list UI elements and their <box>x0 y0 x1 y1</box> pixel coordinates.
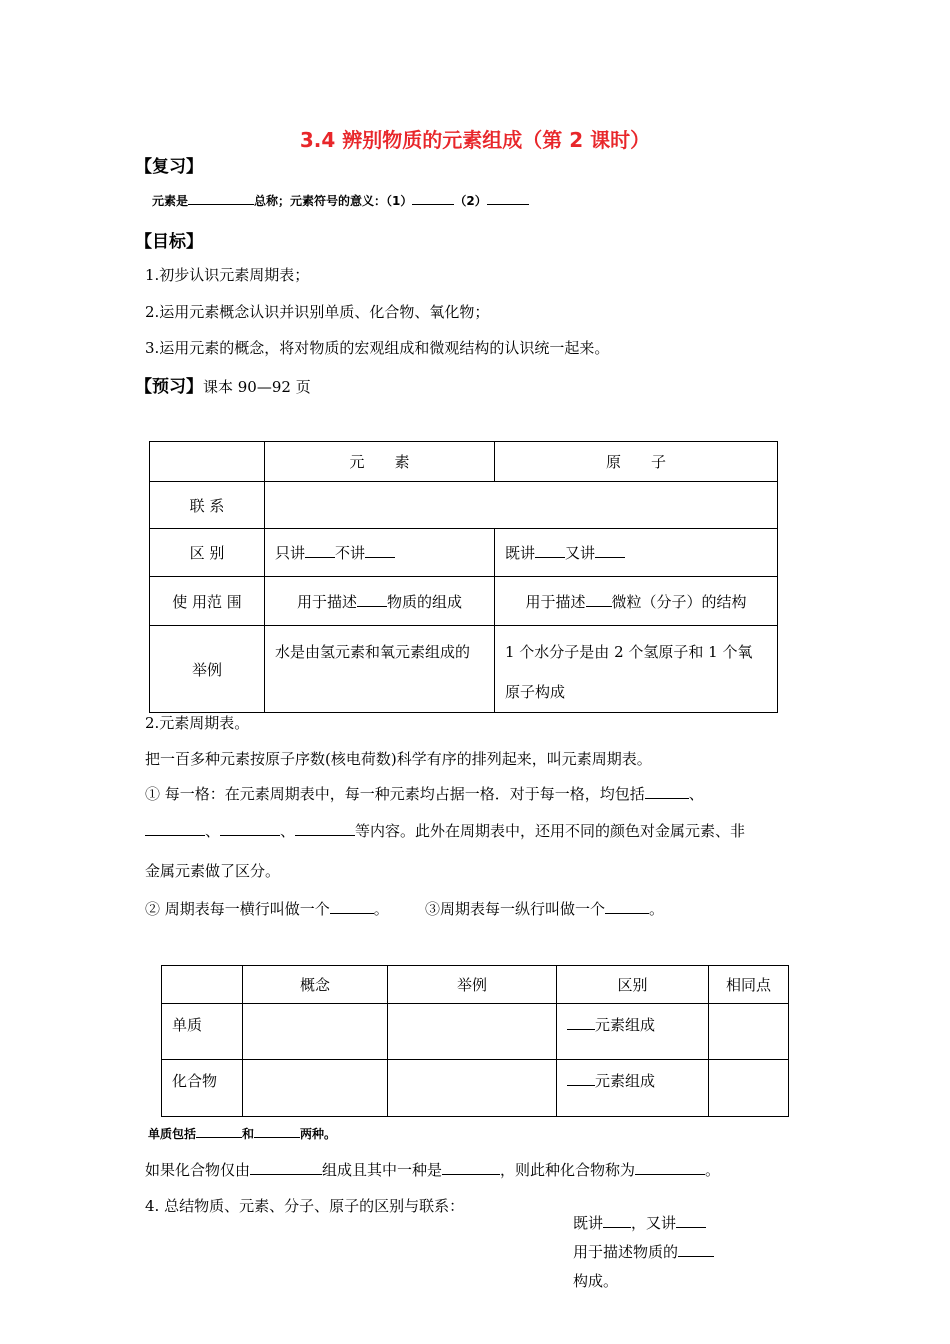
blank[interactable] <box>595 542 625 558</box>
periodic-item-1-end: 金属元素做了区分。 <box>145 862 281 880</box>
cell-text: 微粒（分子）的结构 <box>611 592 747 611</box>
contact-cell[interactable] <box>265 482 778 529</box>
text: ，则此种化合物称为 <box>500 1161 636 1179</box>
common-cell[interactable] <box>709 1060 789 1117</box>
blank[interactable] <box>145 820 205 836</box>
difference-cell <box>557 1004 709 1060</box>
cell-text: 用于描述 <box>525 592 586 611</box>
blank[interactable] <box>487 192 529 205</box>
table-header-cell: 元 素 <box>265 442 495 482</box>
blank[interactable] <box>678 1241 714 1257</box>
blank[interactable] <box>535 542 565 558</box>
blank[interactable] <box>567 1014 595 1030</box>
blank[interactable] <box>250 1159 322 1175</box>
blank[interactable] <box>330 898 374 914</box>
difference-cell <box>557 1060 709 1117</box>
review-line <box>152 192 529 209</box>
table-header-cell: 举例 <box>388 966 557 1004</box>
periodic-item-3 <box>425 898 664 919</box>
substance-table <box>161 965 789 1117</box>
element-scope-cell <box>265 577 495 626</box>
text: 单质包括 <box>148 1127 197 1141</box>
example-cell[interactable] <box>388 1060 557 1117</box>
text: 用于描述物质的 <box>573 1243 679 1261</box>
text: 。 <box>705 1161 721 1179</box>
concept-cell[interactable] <box>243 1004 388 1060</box>
row-label-scope: 使 用范 围 <box>150 577 265 626</box>
atom-example-cell: 1 个水分子是由 2 个氢原子和 1 个氧原子构成 <box>495 626 778 713</box>
periodic-item-2 <box>145 898 389 919</box>
row-label-simple: 单质 <box>162 1004 243 1060</box>
summary-line-3: 构成。 <box>573 1272 619 1290</box>
goal-item: 2.运用元素概念认识并识别单质、化合物、氧化物； <box>145 303 490 321</box>
table-header-cell: 相同点 <box>709 966 789 1004</box>
text: 、 <box>205 822 221 840</box>
blank[interactable] <box>254 1125 300 1138</box>
row-label-compound: 化合物 <box>162 1060 243 1117</box>
row-label-example: 举例 <box>150 626 265 713</box>
blank[interactable] <box>188 192 254 205</box>
blank[interactable] <box>220 820 280 836</box>
cell-text: 元素组成 <box>595 1072 656 1090</box>
text: 如果化合物仅由 <box>145 1161 251 1179</box>
text: 、 <box>280 822 296 840</box>
summary-line-2 <box>573 1241 714 1262</box>
blank[interactable] <box>196 1125 242 1138</box>
goals-heading: 【目标】 <box>135 232 203 252</box>
element-example-cell: 水是由氢元素和氧元素组成的 <box>265 626 495 713</box>
blank[interactable] <box>645 783 689 799</box>
element-difference-cell <box>265 529 495 577</box>
review-text-b: 总称；元素符号的意义：（1） <box>254 194 413 208</box>
text: ③周期表每一纵行叫做一个 <box>425 900 606 918</box>
text: 和 <box>242 1127 255 1141</box>
preview-line <box>135 372 311 397</box>
blank[interactable] <box>357 591 387 607</box>
blank[interactable] <box>412 192 454 205</box>
cell-text: 既讲 <box>505 544 536 562</box>
review-text-c: （2） <box>454 194 487 208</box>
cell-text: 用于描述 <box>296 592 357 611</box>
atom-difference-cell <box>495 529 778 577</box>
table-header-cell: 区别 <box>557 966 709 1004</box>
table-header-cell <box>162 966 243 1004</box>
text: 等内容。此外在周期表中，还用不同的颜色对金属元素、非 <box>355 822 746 840</box>
goal-item: 3.运用元素的概念，将对物质的宏观组成和微观结构的认识统一起来。 <box>145 339 610 357</box>
common-cell[interactable] <box>709 1004 789 1060</box>
preview-heading: 【预习】 <box>135 377 203 397</box>
element-atom-table <box>149 441 778 713</box>
text: 既讲 <box>573 1214 604 1232</box>
blank[interactable] <box>586 591 612 607</box>
text: 两种。 <box>300 1127 337 1141</box>
table-header-cell: 原 子 <box>495 442 778 482</box>
text: ① 每一格：在元素周期表中，每一种元素均占据一格．对于每一格，均包括 <box>145 785 645 803</box>
text: 、 <box>688 785 704 803</box>
atom-scope-cell <box>495 577 778 626</box>
goal-item: 1.初步认识元素周期表； <box>145 266 310 284</box>
blank[interactable] <box>567 1070 595 1086</box>
cell-text: 不讲 <box>335 544 366 562</box>
cell-text: 物质的组成 <box>387 592 463 611</box>
oxide-line <box>145 1159 720 1180</box>
review-text-a: 元素是 <box>152 194 189 208</box>
periodic-intro: 把一百多种元素按原子序数(核电荷数)科学有序的排列起来，叫元素周期表。 <box>145 750 652 768</box>
example-cell[interactable] <box>388 1004 557 1060</box>
periodic-item-1-cont <box>145 820 745 841</box>
text: ，又讲 <box>631 1214 677 1232</box>
blank[interactable] <box>305 542 335 558</box>
page-title: 3.4 辨别物质的元素组成（第 2 课时） <box>299 128 651 152</box>
review-heading: 【复习】 <box>135 157 203 177</box>
summary-line-1 <box>573 1212 706 1233</box>
blank[interactable] <box>605 898 649 914</box>
simple-substance-line <box>148 1125 336 1142</box>
text: 。 <box>649 900 665 918</box>
text: ② 周期表每一横行叫做一个 <box>145 900 330 918</box>
preview-text: 课本 90—92 页 <box>203 378 311 396</box>
cell-text: 元素组成 <box>595 1016 656 1034</box>
blank[interactable] <box>676 1212 706 1228</box>
row-label-contact: 联 系 <box>150 482 265 529</box>
periodic-item-1 <box>145 783 704 804</box>
table-header-cell <box>150 442 265 482</box>
cell-text: 只讲 <box>275 544 306 562</box>
table-header-cell: 概念 <box>243 966 388 1004</box>
cell-text: 又讲 <box>565 544 596 562</box>
summary-heading: 4. 总结物质、元素、分子、原子的区别与联系： <box>145 1197 465 1215</box>
concept-cell[interactable] <box>243 1060 388 1117</box>
text: 组成且其中一种是 <box>322 1161 443 1179</box>
blank[interactable] <box>603 1212 631 1228</box>
blank[interactable] <box>365 542 395 558</box>
periodic-heading: 2.元素周期表。 <box>145 714 250 732</box>
text: 。 <box>373 900 389 918</box>
row-label-difference: 区 别 <box>150 529 265 577</box>
blank[interactable] <box>295 820 355 836</box>
blank[interactable] <box>635 1159 705 1175</box>
blank[interactable] <box>442 1159 500 1175</box>
